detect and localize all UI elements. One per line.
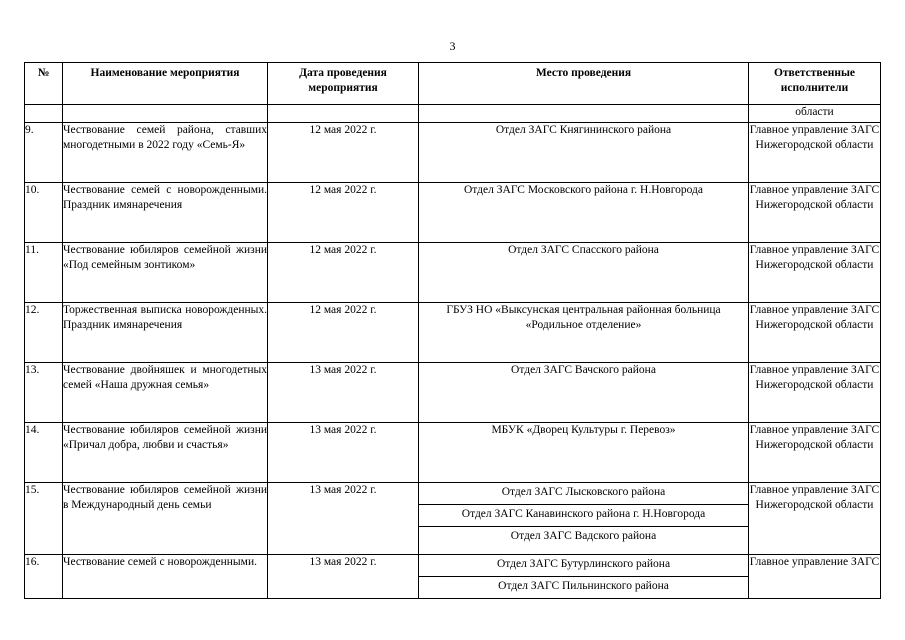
table-row xyxy=(25,423,881,483)
cell-num: 10. xyxy=(25,183,63,243)
cell-resp: Главное управление ЗАГС Нижегородской области xyxy=(749,483,881,555)
cell-date: 13 мая 2022 г. xyxy=(268,423,419,483)
cell-date: 12 мая 2022 г. xyxy=(268,183,419,243)
cell-num: 11. xyxy=(25,243,63,303)
place-entry: Отдел ЗАГС Московского района г. Н.Новгорода xyxy=(464,184,703,196)
table-row xyxy=(25,363,881,423)
cell-date: 12 мая 2022 г. xyxy=(268,243,419,303)
cell-place xyxy=(419,303,749,363)
header-name: Наименование мероприятия xyxy=(63,63,268,105)
cell-name: Чествование юбиляров семейной жизни «Причал добра, любви и счастья» xyxy=(63,423,268,483)
cell-num: 16. xyxy=(25,555,63,599)
cell-name: Чествование юбиляров семейной жизни в Международный день семьи xyxy=(63,483,268,555)
cell-num: 15. xyxy=(25,483,63,555)
cell-date: 13 мая 2022 г. xyxy=(268,363,419,423)
cell-place xyxy=(419,555,749,599)
cell-resp: Главное управление ЗАГС Нижегородской области xyxy=(749,243,881,303)
cell-date: 13 мая 2022 г. xyxy=(268,555,419,599)
cell-place xyxy=(419,483,749,555)
cell-name: Чествование двойняшек и многодетных семей «Наша дружная семья» xyxy=(63,363,268,423)
table-row xyxy=(25,243,881,303)
cell-date xyxy=(268,105,419,123)
place-entry: Отдел ЗАГС Канавинского района г. Н.Новгорода xyxy=(419,504,748,526)
table-row-continuation xyxy=(25,105,881,123)
table-row xyxy=(25,123,881,183)
cell-date: 12 мая 2022 г. xyxy=(268,123,419,183)
cell-num: 14. xyxy=(25,423,63,483)
place-entry: Отдел ЗАГС Пильнинского района xyxy=(419,576,748,598)
place-entry: Отдел ЗАГС Вачского района xyxy=(511,364,656,376)
header-num: № xyxy=(25,63,63,105)
cell-name: Торжественная выписка новорожденных. Праздник имянаречения xyxy=(63,303,268,363)
cell-place xyxy=(419,105,749,123)
page-number: 3 xyxy=(449,39,456,53)
table-row xyxy=(25,555,881,599)
header-date: Дата проведения мероприятия xyxy=(268,63,419,105)
cell-name xyxy=(63,105,268,123)
cell-resp: Главное управление ЗАГС Нижегородской области xyxy=(749,423,881,483)
table-row xyxy=(25,483,881,555)
cell-name: Чествование семей района, ставших многодетными в 2022 году «Семь-Я» xyxy=(63,123,268,183)
place-entry: Отдел ЗАГС Вадского района xyxy=(419,526,748,548)
place-entry: МБУК «Дворец Культуры г. Перевоз» xyxy=(491,424,676,436)
place-entry: Отдел ЗАГС Лысковского района xyxy=(501,486,666,498)
header-resp: Ответственные исполнители xyxy=(749,63,881,105)
cell-place xyxy=(419,123,749,183)
cell-resp: Главное управление ЗАГС Нижегородской области xyxy=(749,123,881,183)
table-row xyxy=(25,183,881,243)
table-header-row xyxy=(25,63,881,105)
cell-date: 13 мая 2022 г. xyxy=(268,483,419,555)
cell-num xyxy=(25,105,63,123)
cell-resp: Главное управление ЗАГС Нижегородской области xyxy=(749,183,881,243)
cell-resp: Главное управление ЗАГС xyxy=(749,555,881,599)
cell-num: 9. xyxy=(25,123,63,183)
cell-place xyxy=(419,363,749,423)
table-row xyxy=(25,303,881,363)
cell-name: Чествование юбиляров семейной жизни «Под семейным зонтиком» xyxy=(63,243,268,303)
cell-place xyxy=(419,243,749,303)
cell-resp: области xyxy=(749,105,881,123)
events-table xyxy=(24,62,881,599)
cell-resp: Главное управление ЗАГС Нижегородской области xyxy=(749,303,881,363)
cell-place xyxy=(419,423,749,483)
header-place: Место проведения xyxy=(419,63,749,105)
place-entry: Отдел ЗАГС Бутурлинского района xyxy=(496,558,671,570)
place-entry: ГБУЗ НО «Выксунская центральная районная больница «Родильное отделение» xyxy=(446,304,721,331)
cell-name: Чествование семей с новорожденными. xyxy=(63,555,268,599)
place-entry: Отдел ЗАГС Княгининского района xyxy=(495,124,672,136)
cell-name: Чествование семей с новорожденными. Праздник имянаречения xyxy=(63,183,268,243)
place-entry: Отдел ЗАГС Спасского района xyxy=(508,244,659,256)
cell-num: 12. xyxy=(25,303,63,363)
cell-place xyxy=(419,183,749,243)
cell-resp: Главное управление ЗАГС Нижегородской области xyxy=(749,363,881,423)
cell-num: 13. xyxy=(25,363,63,423)
cell-date: 12 мая 2022 г. xyxy=(268,303,419,363)
